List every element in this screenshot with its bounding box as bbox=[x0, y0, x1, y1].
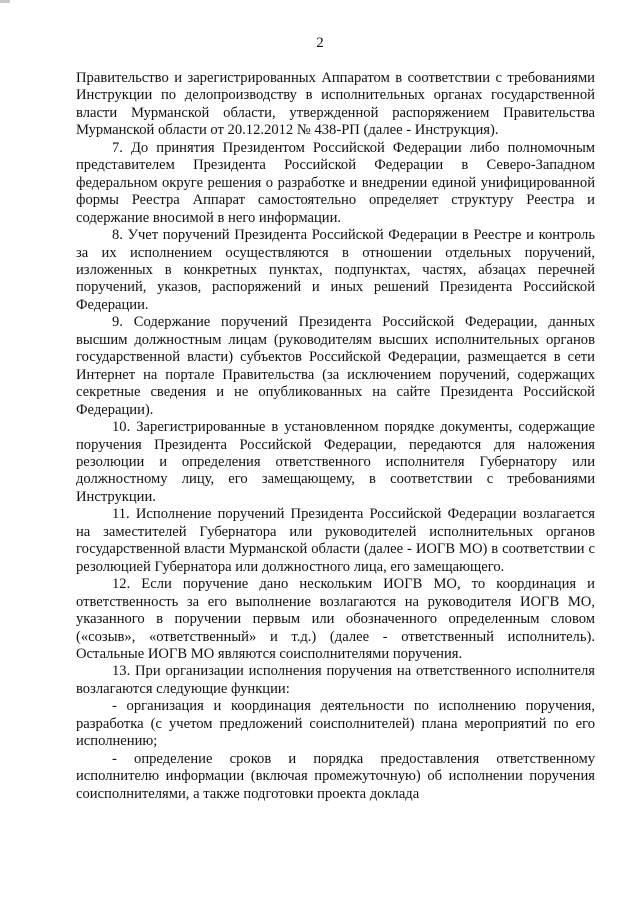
scan-corner-mark bbox=[0, 0, 10, 3]
paragraph-7: 7. До принятия Президентом Российской Федерации либо полномочным представителем Президента Российской Федерации в Северо-Западном федеральном округе решения о разработке и внедрении единой унифицированной формы Реестра Аппарат самостоятельно определяет структуру Реестра и содержание вносимой в него информации. bbox=[76, 139, 595, 226]
list-item-coordination: - организация и координация деятельности по исполнению поручения, разработка (с учетом предложений соисполнителей) плана мероприятий по его исполнению; bbox=[76, 698, 595, 750]
paragraph-continuation: Правительство и зарегистрированных Аппаратом в соответствии с требованиями Инструкции по делопроизводству в исполнительных органах государственной власти Мурманской области, утвержденной распоряжением Правительства Мурманской области от 20.12.2012 № 438-РП (далее - Инструкция). bbox=[76, 70, 595, 139]
paragraph-11: 11. Исполнение поручений Президента Российской Федерации возлагается на заместителей Губернатора или руководителей исполнительных органов государственной власти Мурманской области (далее - ИОГВ МО) в соответствии с резолюцией Губернатора или должностного лица, его замещающего. bbox=[76, 506, 595, 575]
document-body bbox=[76, 70, 595, 803]
paragraph-10: 10. Зарегистрированные в установленном порядке документы, содержащие поручения Президента Российской Федерации, передаются для наложения резолюции и определения ответственного исполнителя Губернатору или должностному лицу, его замещающему, в соответствии с требованиями Инструкции. bbox=[76, 419, 595, 505]
list-item-deadlines: - определение сроков и порядка предоставления ответственному исполнителю информации (включая промежуточную) об исполнении поручения соисполнителями, а также подготовки проекта доклада bbox=[76, 750, 595, 802]
page-number: 2 bbox=[316, 35, 324, 51]
paragraph-13: 13. При организации исполнения поручения на ответственного исполнителя возлагаются следующие функции: bbox=[76, 663, 595, 697]
paragraph-12: 12. Если поручение дано нескольким ИОГВ МО, то координация и ответственность за его выполнение возлагаются на руководителя ИОГВ МО, указанного в поручении первым или обозначенного определенным словом («созыв», «ответственный» и т.д.) (далее - ответственный исполнитель). Остальные ИОГВ МО являются соисполнителями поручения. bbox=[76, 576, 595, 662]
paragraph-8: 8. Учет поручений Президента Российской Федерации в Реестре и контроль за их исполнением осуществляются в отношении отдельных поручений, изложенных в конкретных пунктах, подпунктах, частях, абзацах перечней поручений, указов, распоряжений и иных решений Президента Российской Федерации. bbox=[76, 227, 595, 313]
paragraph-9: 9. Содержание поручений Президента Российской Федерации, данных высшим должностным лицам (руководителям высших исполнительных органов государственной власти) субъектов Российской Федерации, размещается в сети Интернет на портале Правительства (за исключением поручений, содержащих секретные сведения и не опубликованных на сайте Президента Российской Федерации). bbox=[76, 314, 595, 418]
